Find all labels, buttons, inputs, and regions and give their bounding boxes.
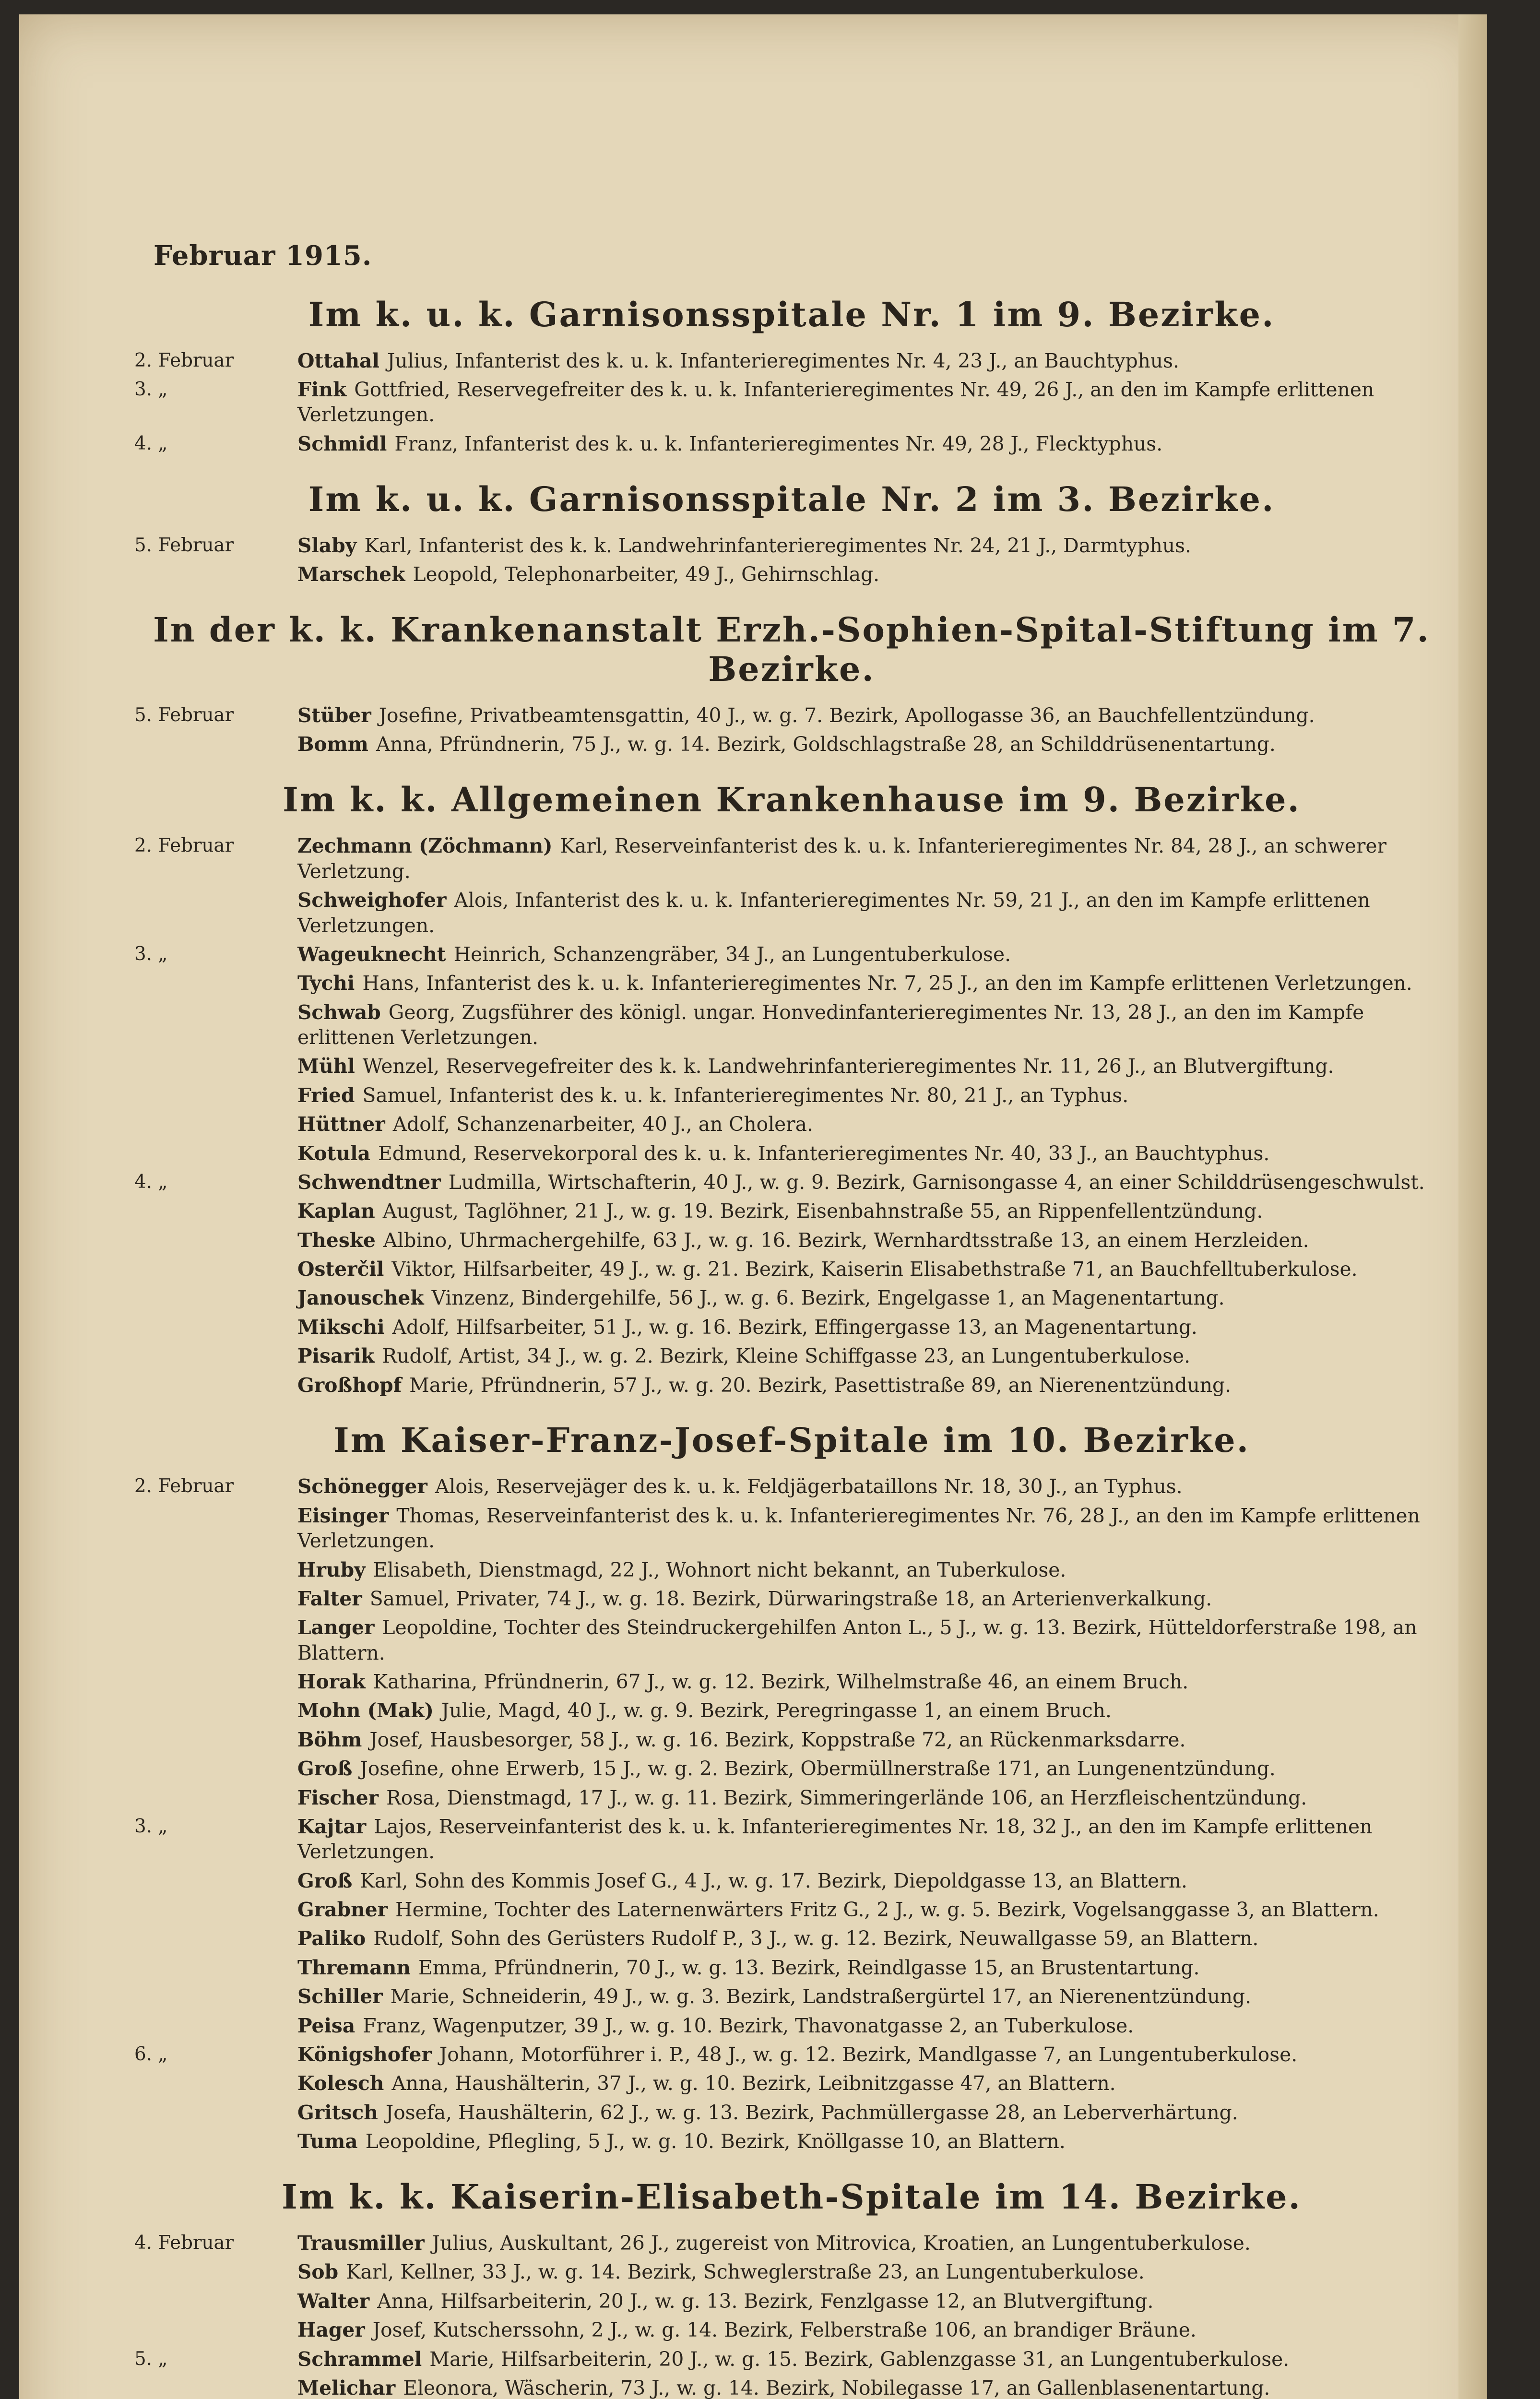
entry-details: Julius, Infanterist des k. u. k. Infanterieregimentes Nr. 4, 23 J., an Bauchtyphus. [387,349,1179,372]
entry-details: Elisabeth, Dienstmagd, 22 J., Wohnort nicht bekannt, an Tuberkulose. [373,1558,1066,1581]
entry-body [297,942,1449,967]
entry-surname: Thremann [297,1956,411,1979]
entry-surname: Mikschi [297,1315,385,1339]
entry-body [297,833,1449,884]
entry-date: 5. Februar [134,704,234,726]
death-entry [134,1285,1449,1310]
entry-body [297,1083,1449,1108]
entry-surname: Hüttner [297,1113,385,1136]
entry-surname: Slaby [297,534,357,557]
death-entry [134,1373,1449,1398]
entry-surname: Melichar [297,2376,396,2399]
entry-surname: Schiller [297,1985,383,2008]
entry-body [297,1955,1449,1980]
entry-details: Josefa, Haushälterin, 62 J., w. g. 13. Bezirk, Pachmüllergasse 28, an Leberverhärtung. [385,2101,1238,2124]
entry-body [297,1373,1449,1398]
entry-details: Eleonora, Wäscherin, 73 J., w. g. 14. Bezirk, Nobilegasse 17, an Gallenblasenentartung. [403,2376,1270,2399]
entry-details: Franz, Infanterist des k. u. k. Infanterieregimentes Nr. 49, 28 J., Flecktyphus. [394,432,1163,455]
entry-surname: Zechmann (Zöchmann) [297,834,553,858]
entry-surname: Paliko [297,1927,366,1950]
death-entry [134,1474,1449,1499]
entry-details: Ludmilla, Wirtschafterin, 40 J., w. g. 9. Bezirk, Garnisongasse 4, an einer Schilddrüsengeschwulst. [448,1170,1425,1194]
entry-body [297,1343,1449,1368]
entry-body [297,1698,1449,1723]
entry-details: Marie, Schneiderin, 49 J., w. g. 3. Bezirk, Landstraßergürtel 17, an Nierenentzündung. [390,1985,1252,2008]
entry-details: Julius, Auskultant, 26 J., zugereist von Mitrovica, Kroatien, an Lungentuberkulose. [432,2232,1251,2255]
entry-details: Franz, Wagenputzer, 39 J., w. g. 10. Bezirk, Thavonatgasse 2, an Tuberkulose. [363,2014,1134,2037]
entry-surname: Kajtar [297,1815,367,1838]
entry-body [297,533,1449,558]
entry-details: Katharina, Pfründnerin, 67 J., w. g. 12. Bezirk, Wilhelmstraße 46, an einem Bruch. [373,1670,1189,1694]
entry-body [297,2129,1449,2154]
entry-details: Rudolf, Artist, 34 J., w. g. 2. Bezirk, Kleine Schiffgasse 23, an Lungentuberkulose. [382,1344,1191,1368]
section-title: Im k. k. Allgemeinen Krankenhause im 9. Bezirke. [283,780,1301,820]
entry-details: Leopold, Telephonarbeiter, 49 J., Gehirnschlag. [413,563,880,586]
death-entry [134,1170,1449,1195]
entry-details: Georg, Zugsführer des königl. ungar. Honvedinfanterieregimentes Nr. 13, 28 J., an den im Kampfe erlittenen Verletzungen. [297,1000,1364,1049]
entry-surname: Tuma [297,2130,358,2153]
section-title: Im k. u. k. Garnisonsspitale Nr. 2 im 3. Bezirke. [308,479,1275,519]
death-entry [134,1615,1449,1665]
death-entry [134,1814,1449,1865]
death-entry [134,2042,1449,2067]
entry-date: 3. „ [134,1815,168,1837]
death-entry [134,1083,1449,1108]
entry-body [297,2042,1449,2067]
entry-surname: Kotula [297,1141,370,1165]
death-entry [134,1315,1449,1340]
entry-surname: Hruby [297,1558,366,1581]
death-entry [134,1698,1449,1723]
entry-date: 5. „ [134,2348,168,2370]
entry-body [297,703,1449,728]
entry-surname: Janouschek [297,1286,424,1310]
entry-body [297,1170,1449,1195]
entry-details: Hermine, Tochter des Laternenwärters Fritz G., 2 J., w. g. 5. Bezirk, Vogelsanggasse 3, an Blattern. [395,1898,1379,1922]
death-entry [134,1054,1449,1079]
death-entry [134,1955,1449,1980]
entry-details: Anna, Hilfsarbeiterin, 20 J., w. g. 13. Bezirk, Fenzlgasse 12, an Blutvergiftung. [377,2289,1154,2313]
entry-details: Josef, Kutscherssohn, 2 J., w. g. 14. Bezirk, Felberstraße 106, an brandiger Bräune. [372,2318,1196,2342]
entry-date: 3. „ [134,943,168,965]
entry-details: Samuel, Infanterist des k. u. k. Infanterieregimentes Nr. 80, 21 J., an Typhus. [362,1083,1129,1107]
entry-surname: Schönegger [297,1475,427,1498]
entry-details: Anna, Pfründnerin, 75 J., w. g. 14. Bezirk, Goldschlagstraße 28, an Schilddrüsenentartung. [376,733,1276,756]
death-entry [134,1557,1449,1582]
entry-body [297,1054,1449,1079]
entry-details: Alois, Reservejäger des k. u. k. Feldjägerbataillons Nr. 18, 30 J., an Typhus. [435,1475,1183,1498]
death-entry [134,2259,1449,2284]
entry-surname: Walter [297,2289,370,2313]
entry-surname: Schwendtner [297,1170,441,1194]
entry-body [297,2317,1449,2342]
entry-surname: Hager [297,2318,365,2342]
entry-date: 4. „ [134,432,168,454]
entry-body [297,431,1449,456]
death-entry [134,1257,1449,1282]
entry-body [297,562,1449,587]
death-entry [134,377,1449,428]
death-entry [134,2129,1449,2154]
entry-surname: Schmidl [297,432,387,455]
entry-surname: Großhopf [297,1373,402,1397]
entry-surname: Osterčil [297,1258,384,1281]
entry-body [297,1926,1449,1951]
entry-surname: Fischer [297,1786,379,1809]
death-entry [134,1343,1449,1368]
page-fold-shadow [1458,14,1487,2399]
entry-details: Julie, Magd, 40 J., w. g. 9. Bezirk, Peregringasse 1, an einem Bruch. [441,1699,1112,1722]
entry-date: 4. „ [134,1171,168,1193]
entry-date: 3. „ [134,378,168,400]
entry-body [297,2013,1449,2038]
death-entry [134,1727,1449,1752]
entry-body [297,1756,1449,1781]
entry-surname: Fink [297,378,347,401]
entry-surname: Mohn (Mak) [297,1699,434,1722]
entry-body [297,1785,1449,1810]
death-entry [134,2100,1449,2125]
entry-details: Rudolf, Sohn des Gerüsters Rudolf P., 3 J., w. g. 12. Bezirk, Neuwallgasse 59, an Blattern. [373,1927,1259,1950]
entry-body [297,2375,1449,2399]
entry-date: 2. Februar [134,835,234,857]
death-entry [134,1785,1449,1810]
entry-body [297,377,1449,428]
death-entry [134,2231,1449,2256]
entry-surname: Stüber [297,704,371,727]
entry-body [297,2071,1449,2096]
entry-details: Viktor, Hilfsarbeiter, 49 J., w. g. 21. Bezirk, Kaiserin Elisabethstraße 71, an Bauchfelltuberkulose. [391,1258,1358,1281]
entry-date: 2. Februar [134,1475,234,1497]
entry-surname: Theske [297,1228,376,1252]
entry-body [297,2231,1449,2256]
entry-details: Josefine, Privatbeamtensgattin, 40 J., w. g. 7. Bezirk, Apollogasse 36, an Bauchfellentzündung. [379,704,1315,727]
entry-date: 4. Februar [134,2232,234,2254]
entry-surname: Grabner [297,1898,388,1922]
death-entry [134,942,1449,967]
entry-details: Lajos, Reserveinfanterist des k. u. k. Infanterieregimentes Nr. 18, 32 J., an den im Kampfe erlittenen Verletzungen. [297,1815,1373,1864]
document-content [134,240,1449,2399]
entry-details: Leopoldine, Tochter des Steindruckergehilfen Anton L., 5 J., w. g. 13. Bezirk, Hütteldorferstraße 198, an Blattern. [297,1616,1417,1664]
entry-surname: Marschek [297,563,405,586]
entry-surname: Königshofer [297,2043,432,2066]
entry-surname: Horak [297,1670,366,1694]
entry-body [297,971,1449,996]
death-entry [134,1199,1449,1223]
entry-surname: Böhm [297,1728,362,1751]
death-entry [134,1926,1449,1951]
death-entry [134,2375,1449,2399]
entry-surname: Langer [297,1616,375,1639]
entry-body [297,1727,1449,1752]
entry-details: Johann, Motorführer i. P., 48 J., w. g. 12. Bezirk, Mandlgasse 7, an Lungentuberkulose. [439,2043,1298,2066]
death-entry [134,1141,1449,1166]
month-heading: Februar 1915. [154,240,372,272]
entry-surname: Falter [297,1587,362,1610]
entry-body [297,1503,1449,1554]
entry-surname: Schrammel [297,2347,422,2371]
death-entry [134,1897,1449,1922]
entry-details: Heinrich, Schanzengräber, 34 J., an Lungentuberkulose. [453,942,1011,966]
entry-details: Adolf, Schanzenarbeiter, 40 J., an Cholera. [392,1113,813,1136]
entry-details: Albino, Uhrmachergehilfe, 63 J., w. g. 16. Bezirk, Wernhardtsstraße 13, an einem Herzleiden. [383,1228,1309,1252]
entry-surname: Mühl [297,1055,355,1078]
entry-details: Karl, Infanterist des k. k. Landwehrinfanterieregimentes Nr. 24, 21 J., Darmtyphus. [364,534,1191,557]
death-entry [134,562,1449,587]
entry-body [297,1000,1449,1050]
entry-body [297,1199,1449,1223]
death-entry [134,2347,1449,2372]
entry-surname: Kaplan [297,1200,375,1223]
entry-body [297,1557,1449,1582]
entry-surname: Bomm [297,733,368,756]
entry-details: Samuel, Privater, 74 J., w. g. 18. Bezirk, Dürwaringstraße 18, an Arterienverkalkung. [369,1587,1212,1610]
section-title: In der k. k. Krankenanstalt Erzh.-Sophien-Spital-Stiftung im 7. Bezirke. [153,610,1430,689]
death-entry [134,2317,1449,2342]
entry-details: Adolf, Hilfsarbeiter, 51 J., w. g. 16. Bezirk, Effingergasse 13, an Magenentartung. [392,1315,1197,1339]
death-entry [134,348,1449,373]
entry-details: Karl, Sohn des Kommis Josef G., 4 J., w. g. 17. Bezirk, Diepoldgasse 13, an Blattern. [360,1869,1187,1892]
death-entry [134,1503,1449,1554]
death-entry [134,2289,1449,2314]
entry-details: Gottfried, Reservegefreiter des k. u. k. Infanterieregimentes Nr. 49, 26 J., an den im Kampfe erlittenen Verletzungen. [297,378,1374,427]
entry-details: Karl, Kellner, 33 J., w. g. 14. Bezirk, Schweglerstraße 23, an Lungentuberkulose. [346,2260,1145,2284]
death-entry [134,2071,1449,2096]
death-entry [134,1586,1449,1611]
section-title: Im Kaiser-Franz-Josef-Spitale im 10. Bezirke. [333,1421,1250,1461]
entry-details: August, Taglöhner, 21 J., w. g. 19. Bezirk, Eisenbahnstraße 55, an Rippenfellentzündung. [382,1200,1263,1223]
entry-surname: Schweighofer [297,889,447,912]
entry-details: Wenzel, Reservegefreiter des k. k. Landwehrinfanterieregimentes Nr. 11, 26 J., an Blutvergiftung. [362,1055,1334,1078]
entry-body [297,1112,1449,1137]
entry-surname: Kolesch [297,2072,384,2095]
entry-surname: Fried [297,1083,355,1107]
death-entry [134,2013,1449,2038]
death-entry [134,1984,1449,2009]
death-entry [134,888,1449,938]
entry-body [297,1897,1449,1922]
death-entry [134,1669,1449,1694]
entry-body [297,1615,1449,1665]
entry-surname: Groß [297,1757,353,1781]
entry-body [297,1814,1449,1865]
entry-body [297,348,1449,373]
entry-details: Josef, Hausbesorger, 58 J., w. g. 16. Bezirk, Koppstraße 72, an Rückenmarksdarre. [369,1728,1186,1751]
sections-container [134,295,1449,2399]
death-entry [134,1000,1449,1050]
entry-details: Marie, Pfründnerin, 57 J., w. g. 20. Bezirk, Pasettistraße 89, an Nierenentzündung. [409,1373,1232,1397]
entry-details: Thomas, Reserveinfanterist des k. u. k. Infanterieregimentes Nr. 76, 28 J., an den im Kampfe erlittenen Verletzungen. [297,1504,1420,1553]
death-entry [134,732,1449,757]
death-entry [134,533,1449,558]
document-page [19,14,1487,2399]
entry-body [297,2347,1449,2372]
death-entry [134,1868,1449,1893]
death-entry [134,431,1449,456]
entry-details: Edmund, Reservekorporal des k. u. k. Infanterieregimentes Nr. 40, 33 J., an Bauchtyphus. [378,1141,1270,1165]
entry-body [297,732,1449,757]
entry-details: Vinzenz, Bindergehilfe, 56 J., w. g. 6. Bezirk, Engelgasse 1, an Magenentartung. [431,1286,1225,1310]
entry-body [297,1141,1449,1166]
entry-surname: Groß [297,1869,353,1892]
entry-date: 5. Februar [134,534,234,556]
entry-details: Rosa, Dienstmagd, 17 J., w. g. 11. Bezirk, Simmeringerlände 106, an Herzfleischentzündung. [386,1786,1307,1809]
entry-surname: Ottahal [297,349,379,372]
death-entry [134,703,1449,728]
entry-body [297,1669,1449,1694]
entry-body [297,2259,1449,2284]
entry-surname: Trausmiller [297,2232,425,2255]
death-entry [134,833,1449,884]
entry-body [297,1257,1449,1282]
entry-details: Josefine, ohne Erwerb, 15 J., w. g. 2. Bezirk, Obermüllnerstraße 171, an Lungenentzündung. [360,1757,1276,1781]
death-entry [134,971,1449,996]
entry-surname: Eisinger [297,1504,389,1527]
section-title: Im k. k. Kaiserin-Elisabeth-Spitale im 14. Bezirke. [282,2177,1302,2217]
section-title: Im k. u. k. Garnisonsspitale Nr. 1 im 9. Bezirke. [308,295,1275,334]
entry-body [297,2100,1449,2125]
entry-details: Karl, Reserveinfanterist des k. u. k. Infanterieregimentes Nr. 84, 28 J., an schwerer Verletzung. [297,834,1386,883]
entry-surname: Gritsch [297,2101,378,2124]
entry-body [297,1285,1449,1310]
entry-details: Marie, Hilfsarbeiterin, 20 J., w. g. 15. Bezirk, Gablenzgasse 31, an Lungentuberkulose. [429,2347,1290,2371]
entry-details: Leopoldine, Pflegling, 5 J., w. g. 10. Bezirk, Knöllgasse 10, an Blattern. [365,2130,1066,2153]
entry-body [297,1586,1449,1611]
entry-body [297,1228,1449,1253]
entry-body [297,1474,1449,1499]
death-entry [134,1756,1449,1781]
entry-details: Hans, Infanterist des k. u. k. Infanterieregimentes Nr. 7, 25 J., an den im Kampfe erlittenen Verletzungen. [362,972,1412,995]
entry-surname: Schwab [297,1000,381,1024]
death-entry [134,1112,1449,1137]
death-entry [134,1228,1449,1253]
entry-body [297,2289,1449,2314]
entry-surname: Peisa [297,2014,355,2037]
entry-body [297,1315,1449,1340]
entry-details: Alois, Infanterist des k. u. k. Infanterieregimentes Nr. 59, 21 J., an den im Kampfe erlittenen Verletzungen. [297,889,1370,937]
entry-body [297,1984,1449,2009]
entry-date: 6. „ [134,2043,168,2065]
entry-surname: Pisarik [297,1344,375,1368]
entry-surname: Wageuknecht [297,942,446,966]
entry-surname: Sob [297,2260,339,2284]
entry-body [297,1868,1449,1893]
entry-details: Emma, Pfründnerin, 70 J., w. g. 13. Bezirk, Reindlgasse 15, an Brustentartung. [418,1956,1200,1979]
entry-details: Anna, Haushälterin, 37 J., w. g. 10. Bezirk, Leibnitzgasse 47, an Blattern. [391,2072,1116,2095]
entry-date: 2. Februar [134,349,234,371]
entry-body [297,888,1449,938]
entry-surname: Tychi [297,972,355,995]
